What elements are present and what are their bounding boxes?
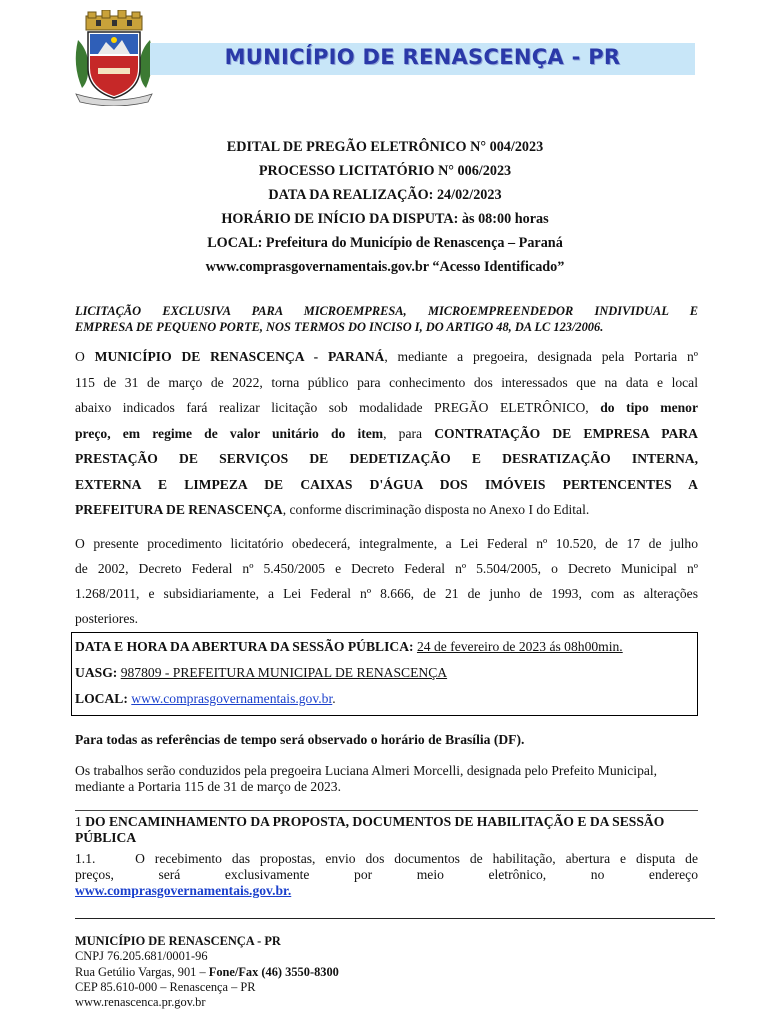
section-1-title: 1 DO ENCAMINHAMENTO DA PROPOSTA, DOCUMENTOS DE HABILITAÇÃO E DA SESSÃO PÚBLICA [75,814,665,845]
banner-title: MUNICÍPIO DE RENASCENÇA - PR [224,45,621,69]
footer-cnpj: CNPJ 76.205.681/0001-96 [75,949,208,964]
page-header [0,0,770,120]
process-number: PROCESSO LICITATÓRIO N° 006/2023 [258,163,512,179]
location: LOCAL: Prefeitura do Município de Renascença – Paraná [207,235,563,251]
intro-paragraph [75,344,698,523]
portal-access: www.comprasgovernamentais.gov.br “Acesso Identificado” [205,259,565,275]
section-1-1-link[interactable]: www.comprasgovernamentais.gov.br. [75,883,292,898]
legal-line-2: de 2002, Decreto Federal nº 5.450/2005 e Decreto Federal nº 5.504/2005, o Decreto Municipal nº [75,561,698,576]
footer-divider [75,918,715,919]
section-1-1 [75,851,698,899]
legal-line-1: O presente procedimento licitatório obedecerá, integralmente, a Lei Federal nº 10.520, de 17 de julho [75,536,698,551]
coat-of-arms-icon [72,10,156,106]
timezone-note: Para todas as referências de tempo será observado o horário de Brasília (DF). [75,732,525,747]
intro-line-5: PRESTAÇÃO DE SERVIÇOS DE DEDETIZAÇÃO E DESRATIZAÇÃO INTERNA, [75,451,698,466]
legal-line-4: posteriores. [75,611,139,626]
section-divider [75,810,698,811]
portal-link[interactable]: www.comprasgovernamentais.gov.br [131,691,333,706]
municipality-banner [150,43,695,75]
legal-line-3: 1.268/2011, e subsidiariamente, a Lei Federal nº 8.666, de 21 de junho de 1993, com as alterações [75,586,698,601]
footer-cep: CEP 85.610-000 – Renascença – PR [75,979,256,994]
edital-heading [0,135,770,279]
session-info-box [71,632,698,716]
section-1-1-line-1: 1.1. O recebimento das propostas, envio dos documentos de habilitação, abertura e disputa de [75,851,698,866]
intro-line-3: abaixo indicados fará realizar licitação sob modalidade PREGÃO ELETRÔNICO, do tipo menor [75,400,698,415]
pregoeira-note: Os trabalhos serão conduzidos pela pregoeira Luciana Almeri Morcelli, designada pelo Prefeito Municipal, mediante a Portaria 115 de 31 de março de 2023. [75,763,658,794]
legal-basis-paragraph [75,531,698,631]
notice-line-2: EMPRESA DE PEQUENO PORTE, NOS TERMOS DO INCISO I, DO ARTIGO 48, DA LC 123/2006. [75,320,604,334]
intro-line-4: preço, em regime de valor unitário do item, para CONTRATAÇÃO DE EMPRESA PARA [75,425,698,441]
footer-site: www.renascenca.pr.gov.br [75,995,206,1010]
uasg: UASG: 987809 - PREFEITURA MUNICIPAL DE RENASCENÇA [75,665,448,680]
session-location: LOCAL: www.comprasgovernamentais.gov.br. [75,691,336,706]
footer-name: MUNICÍPIO DE RENASCENÇA - PR [75,934,281,948]
footer-address: Rua Getúlio Vargas, 901 – Fone/Fax (46) 3550-8300 [75,964,339,979]
notice-line-1: LICITAÇÃO EXCLUSIVA PARA MICROEMPRESA, MICROEMPREENDEDOR INDIVIDUAL E [75,304,698,318]
opening-datetime: DATA E HORA DA ABERTURA DA SESSÃO PÚBLICA: 24 de fevereiro de 2023 ás 08h00min. [75,639,623,654]
intro-line-2: 115 de 31 de março de 2022, torna público para conhecimento dos interessados que na data e local [75,374,698,390]
intro-line-6: EXTERNA E LIMPEZA DE CAIXAS D'ÁGUA DOS IMÓVEIS PERTENCENTES A [75,476,698,492]
intro-line-1: O MUNICÍPIO DE RENASCENÇA - PARANÁ, mediante a pregoeira, designada pela Portaria nº [75,349,698,364]
page-footer [75,934,339,1010]
section-1-1-line-2: preços, será exclusivamente por meio eletrônico, no endereço [75,867,698,882]
realization-date: DATA DA REALIZAÇÃO: 24/02/2023 [268,187,502,203]
dispute-start-time: HORÁRIO DE INÍCIO DA DISPUTA: às 08:00 horas [221,211,549,227]
edital-number: EDITAL DE PREGÃO ELETRÔNICO N° 004/2023 [226,139,544,155]
exclusivity-notice [75,303,698,335]
intro-line-7: PREFEITURA DE RENASCENÇA, conforme discriminação disposta no Anexo I do Edital. [75,502,590,517]
